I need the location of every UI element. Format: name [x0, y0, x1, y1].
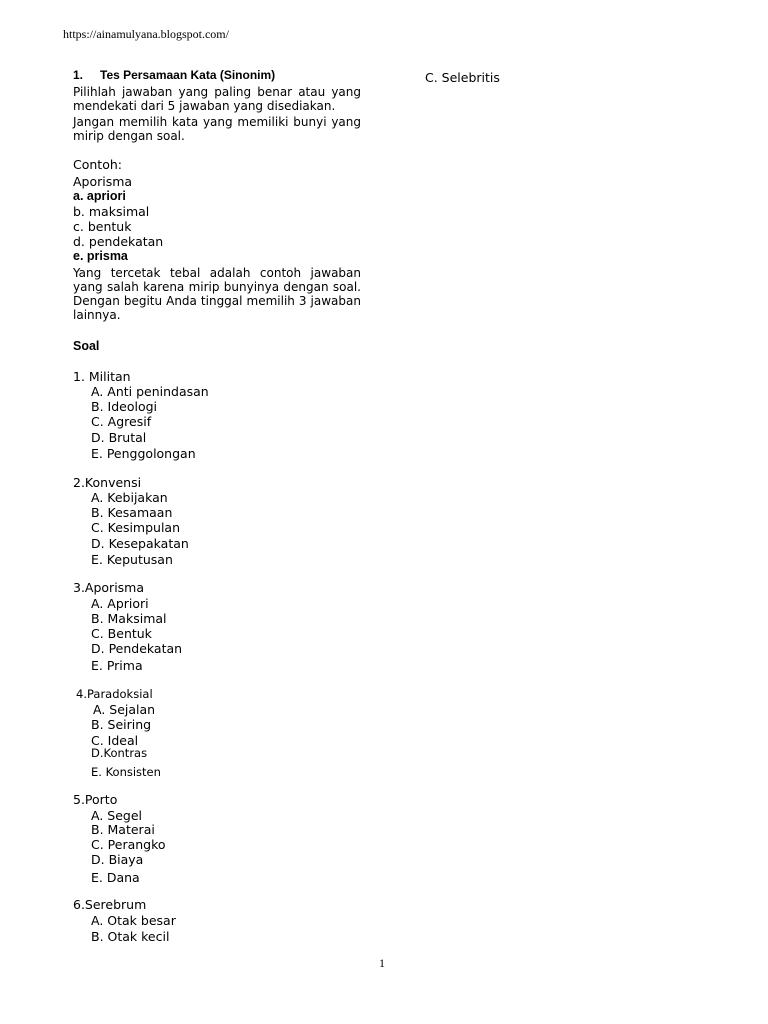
question-option: A. Otak besar	[91, 913, 176, 928]
page-number: 1	[379, 956, 385, 970]
question-option: D.Kontras	[91, 746, 148, 760]
question-title: 3.Aporisma	[73, 580, 145, 595]
question-option: A. Sejalan	[93, 702, 156, 717]
section-title: Tes Persamaan Kata (Sinonim)	[100, 68, 276, 82]
instruction-paragraph-1: Pilihlah jawaban yang paling benar atau yang mendekati dari 5 jawaban yang disediakan.	[73, 85, 361, 113]
question-option: A. Apriori	[91, 596, 149, 611]
question-option: D. Brutal	[91, 430, 147, 445]
question-option: B. Maksimal	[91, 611, 167, 626]
question-option: A. Kebijakan	[91, 490, 168, 505]
question-option: C. Ideal	[91, 733, 139, 748]
section-number: 1.	[73, 68, 84, 82]
question-title: 1. Militan	[73, 369, 131, 384]
question-option: D. Kesepakatan	[91, 536, 189, 551]
example-word: Aporisma	[73, 174, 133, 189]
question-option: A. Segel	[91, 808, 143, 823]
continued-option: C. Selebritis	[425, 70, 500, 85]
question-title: 2.Konvensi	[73, 475, 142, 490]
question-option: E. Penggolongan	[91, 446, 196, 461]
example-option-d: d. pendekatan	[73, 234, 164, 249]
example-option-b: b. maksimal	[73, 204, 150, 219]
example-option-a: a. apriori	[73, 189, 126, 203]
question-option: B. Kesamaan	[91, 505, 173, 520]
question-option: D. Pendekatan	[91, 641, 183, 656]
question-option: E. Prima	[91, 658, 143, 673]
question-option: C. Agresif	[91, 414, 152, 429]
example-label: Contoh:	[73, 157, 122, 172]
question-option: B. Seiring	[91, 717, 152, 732]
question-option: C. Kesimpulan	[91, 520, 181, 535]
question-option: B. Materai	[91, 822, 155, 837]
example-option-e: e. prisma	[73, 249, 128, 263]
example-note: Yang tercetak tebal adalah contoh jawaban yang salah karena mirip bunyinya dengan soal. Dengan begitu Anda tinggal memilih 3 jawaban lainnya.	[73, 266, 361, 322]
question-option: B. Otak kecil	[91, 929, 170, 944]
instruction-paragraph-2: Jangan memilih kata yang memiliki bunyi yang mirip dengan soal.	[73, 115, 361, 143]
question-option: E. Keputusan	[91, 552, 173, 567]
question-option: E. Konsisten	[91, 765, 161, 779]
question-title: 5.Porto	[73, 792, 118, 807]
question-option: E. Dana	[91, 870, 140, 885]
header-url: https://ainamulyana.blogspot.com/	[63, 27, 229, 41]
example-option-c: c. bentuk	[73, 219, 132, 234]
question-option: D. Biaya	[91, 852, 144, 867]
question-option: B. Ideologi	[91, 399, 158, 414]
soal-heading: Soal	[73, 339, 100, 353]
question-option: C. Bentuk	[91, 626, 152, 641]
question-title: 4.Paradoksial	[76, 687, 153, 701]
question-option: A. Anti penindasan	[91, 384, 209, 399]
section-heading	[73, 68, 275, 82]
question-option: C. Perangko	[91, 837, 166, 852]
question-title: 6.Serebrum	[73, 897, 147, 912]
